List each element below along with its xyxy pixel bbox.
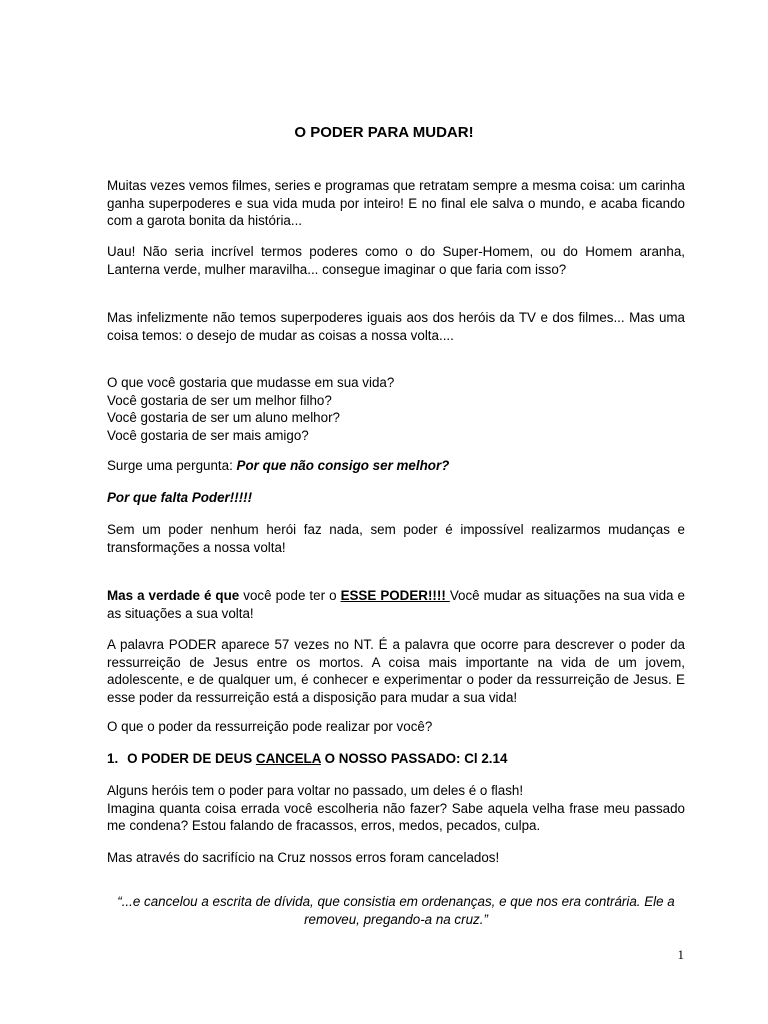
- question-intro: Surge uma pergunta:: [107, 458, 237, 473]
- question-item: Você gostaria de ser um aluno melhor?: [107, 410, 340, 425]
- paragraph-intro: Muitas vezes vemos filmes, series e programas que retratam sempre a mesma coisa: um carinha ganha superpoderes e sua vida muda por inteiro! E no final ele salva o mundo, e acaba ficando com a garota bonita da história...: [107, 178, 685, 228]
- truth-power: ESSE PODER!!!!: [340, 588, 450, 603]
- paragraph-lack-power: Por que falta Poder!!!!!: [107, 490, 253, 505]
- paragraph-resurrection-question: O que o poder da ressurreição pode realizar por você?: [107, 719, 433, 734]
- paragraph-no-power: Sem um poder nenhum herói faz nada, sem poder é impossível realizarmos mudanças e transformações a nossa volta!: [107, 522, 685, 555]
- truth-rest: Você mudar as situações na sua vida e as situações a sua volta!: [107, 588, 685, 621]
- question-item: Você gostaria de ser um melhor filho?: [107, 392, 332, 408]
- paragraph-superheroes: Uau! Não seria incrível termos poderes como o do Super-Homem, ou do Homem aranha, Lanterna verde, mulher maravilha... consegue imaginar o que faria com isso?: [107, 244, 685, 277]
- section-heading-1: [107, 750, 685, 768]
- heading-number: 1.: [107, 751, 119, 766]
- paragraph-no-superpowers: Mas infelizmente não temos superpoderes iguais aos dos heróis da TV e dos filmes... Mas uma coisa temos: o desejo de mudar as coisas a nossa volta....: [107, 310, 685, 343]
- document-title: O PODER PARA MUDAR!: [294, 124, 474, 141]
- paragraph-question: [107, 457, 685, 475]
- truth-middle: você pode ter o: [239, 588, 341, 603]
- heading-underlined-word: CANCELA: [255, 751, 321, 766]
- paragraph-line: Imagina quanta coisa errada você escolheria não fazer? Sabe aquela velha frase meu passado me condena? Estou falando de fracassos, erros, medos, pecados, culpa.: [107, 800, 685, 833]
- scripture-quote: “...e cancelou a escrita de dívida, que consistia em ordenanças, e que nos era contrária. Ele a removeu, pregando-a na cruz.”: [117, 894, 675, 927]
- paragraph-line: Alguns heróis tem o poder para voltar no passado, um deles é o flash!: [107, 783, 524, 798]
- paragraph-cross: Mas através do sacrifício na Cruz nossos erros foram cancelados!: [107, 850, 500, 865]
- truth-lead: Mas a verdade é que: [107, 588, 240, 603]
- paragraph-power-word: A palavra PODER aparece 57 vezes no NT. É a palavra que ocorre para descrever o poder da ressurreição de Jesus entre os mortos. A coisa mais importante na vida de um jovem, adolescente, e de qualquer um, é conhecer e experimentar o poder da ressurreição de Jesus. E esse poder da ressurreição está a disposição para mudar a sua vida!: [107, 637, 685, 705]
- paragraph-truth: [107, 587, 685, 622]
- question-list: [107, 374, 685, 444]
- question-emphasis: Por que não consigo ser melhor?: [236, 458, 450, 473]
- question-item: Você gostaria de ser mais amigo?: [107, 427, 309, 443]
- question-item: O que você gostaria que mudasse em sua vida?: [107, 375, 395, 390]
- heading-text-end: O NOSSO PASSADO: Cl 2.14: [320, 751, 508, 766]
- heading-text-start: O PODER DE DEUS: [127, 751, 256, 766]
- paragraph-flash: [107, 782, 685, 835]
- page-number: 1: [677, 947, 684, 962]
